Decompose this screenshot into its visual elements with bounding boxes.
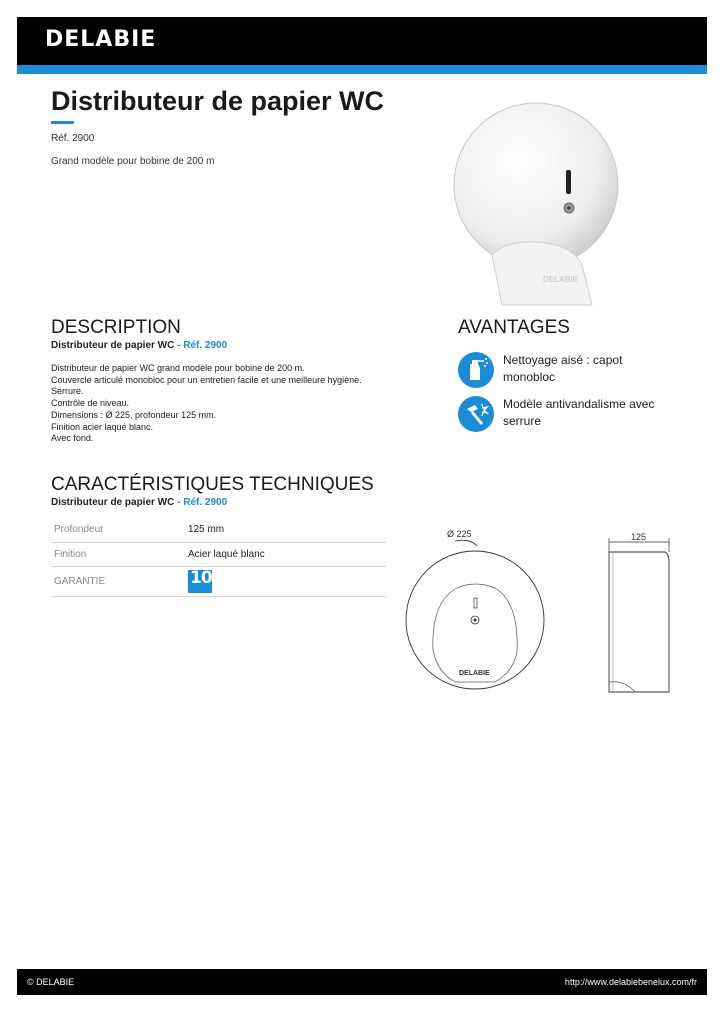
product-image-logo: DELABIE [543, 275, 579, 284]
tech-sub-ref: Réf. 2900 [183, 497, 228, 508]
advantage-text: serrure [503, 414, 542, 428]
level-window [566, 170, 571, 194]
description-sub-ref: Réf. 2900 [183, 340, 228, 351]
spec-value [188, 566, 387, 596]
description-line: Dimensions : Ø 225, profondeur 125 mm. [51, 409, 217, 420]
advantage-item [458, 352, 688, 392]
description-body [51, 363, 362, 445]
advantage-text: monobloc [503, 370, 556, 384]
warranty-badge-icon: 10 [188, 570, 212, 593]
table-row [51, 518, 387, 542]
description-line: Couvercle articulé monobloc pour un entretien facile et une meilleure hygiène. [51, 374, 362, 385]
description-line: Contrôle de niveau. [51, 398, 130, 409]
table-row [51, 566, 387, 596]
description-line: Finition acier laqué blanc. [51, 421, 154, 432]
technical-drawing [395, 522, 685, 702]
front-dimension-label: Ø 225 [447, 529, 472, 539]
footer-url-link[interactable]: http://www.delabiebenelux.com/fr [564, 977, 697, 987]
spec-value: Acier laqué blanc [188, 542, 387, 566]
table-row [51, 542, 387, 566]
front-view-inner-outline [433, 584, 517, 682]
product-ref: Réf. 2900 [51, 133, 95, 144]
product-image [452, 90, 622, 310]
hammer-impact-icon [458, 396, 494, 432]
tech-sub-sep: - [174, 497, 184, 508]
tech-heading: CARACTÉRISTIQUES TECHNIQUES [51, 474, 374, 495]
page-title: Distributeur de papier WC [51, 86, 385, 116]
spray-clean-icon [458, 352, 494, 388]
advantage-item [458, 396, 688, 436]
description-line: Distributeur de papier WC grand modèle pour bobine de 200 m. [51, 363, 305, 373]
side-dimension-label: 125 [631, 532, 647, 542]
title-underline [51, 121, 74, 124]
footer-bar [17, 969, 707, 995]
description-heading: DESCRIPTION [51, 317, 181, 338]
product-subtitle: Grand modèle pour bobine de 200 m [51, 156, 215, 167]
brand-logo: DELABIE [45, 27, 157, 52]
tech-sub-name: Distributeur de papier WC [51, 497, 175, 508]
spec-key: GARANTIE [51, 566, 188, 596]
advantages-heading: AVANTAGES [458, 317, 570, 338]
spec-value: 125 mm [188, 518, 387, 542]
spec-table [51, 518, 387, 597]
tech-subheading [51, 497, 227, 508]
description-line: Avec fond. [51, 433, 94, 444]
advantage-text: Nettoyage aisé : capot [503, 353, 623, 367]
description-line: Serrure. [51, 386, 84, 397]
description-sub-sep: - [174, 340, 184, 351]
description-subheading [51, 340, 227, 351]
advantage-text: Modèle antivandalisme avec [503, 397, 655, 411]
front-view-logo: DELABIE [459, 670, 490, 677]
footer-copyright: © DELABIE [27, 977, 75, 987]
side-view-outline [609, 552, 669, 692]
description-sub-name: Distributeur de papier WC [51, 340, 175, 351]
spec-key: Profondeur [51, 518, 188, 542]
spec-key: Finition [51, 542, 188, 566]
header-bar [17, 17, 707, 65]
accent-bar [17, 65, 707, 74]
